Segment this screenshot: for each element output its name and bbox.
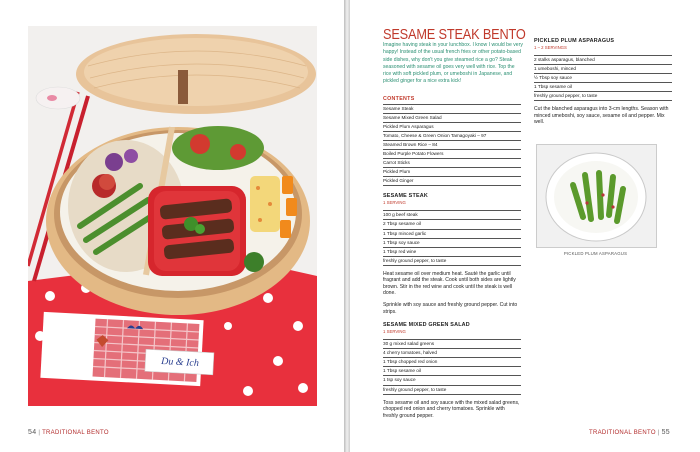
list-item: Boiled Purple Potato Flowers — [383, 150, 521, 159]
list-item: 4 cherry tomatoes, halved — [383, 349, 521, 358]
bento-photo — [28, 26, 317, 406]
right-page — [350, 0, 700, 452]
right-section-name: TRADITIONAL BENTO — [589, 430, 656, 436]
list-item: Sesame Steak — [383, 105, 521, 114]
recipe-method: Heat sesame oil over medium heat. Sauté the garlic until fragrant and add the steak. Cook until both sides are lightly brown. Stir in the red wine and cook until the steak is well done. — [383, 270, 516, 297]
ingredient-list — [383, 339, 521, 394]
asparagus-illustration — [537, 145, 656, 247]
right-folio: TRADITIONAL BENTO | 55 — [589, 429, 670, 436]
left-section-name: TRADITIONAL BENTO — [42, 430, 109, 436]
photo-caption: PICKLED PLUM ASPARAGUS — [563, 251, 628, 256]
recipe-title: SESAME MIXED GREEN SALAD — [383, 322, 470, 329]
list-item: 1 Tbsp red wine — [383, 248, 521, 257]
list-item: 1 Tbsp soy sauce — [383, 239, 521, 248]
right-page-number: 55 — [661, 429, 670, 436]
bento-illustration — [28, 26, 317, 406]
recipe-method: Toss sesame oil and soy sauce with the mixed salad greens, chopped red onion and cherry tomatoes. Sprinkle with freshly ground pepper. — [383, 399, 520, 419]
list-item: 2 Tbsp sesame oil — [383, 220, 521, 229]
list-item: 1 Tbsp sesame oil — [383, 367, 521, 376]
left-folio: 54 | TRADITIONAL BENTO — [28, 429, 109, 436]
recipe-title: PICKLED PLUM ASPARAGUS — [534, 38, 615, 44]
left-page-number: 54 — [28, 429, 37, 436]
recipe-servings: 1 – 2 SERVINGS — [534, 45, 567, 50]
list-item: Pickled Plum Asparagus — [383, 123, 521, 132]
list-item: freshly ground pepper, to taste — [534, 92, 672, 101]
recipe-method: Sprinkle with soy sauce and freshly ground pepper. Cut into strips. — [383, 302, 518, 315]
list-item: Pickled Ginger — [383, 177, 521, 186]
page-title: SESAME STEAK BENTO — [383, 26, 526, 43]
list-item: Pickled Plum — [383, 168, 521, 177]
recipe-title: SESAME STEAK — [383, 193, 428, 200]
ingredient-list — [383, 210, 521, 265]
list-item: 1 Tbsp chopped red onion — [383, 358, 521, 367]
list-item: freshly ground pepper, to taste — [383, 386, 521, 395]
asparagus-photo — [536, 144, 657, 248]
contents-heading: CONTENTS — [383, 96, 415, 102]
list-item: ½ Tbsp soy sauce — [534, 74, 672, 83]
list-item: 2 stalks asparagus, blanched — [534, 56, 672, 65]
recipe-servings: 1 SERVING — [383, 329, 406, 335]
list-item: 100 g beef steak — [383, 211, 521, 220]
list-item: freshly ground pepper, to taste — [383, 257, 521, 266]
left-column — [383, 96, 521, 419]
list-item: Sesame Mixed Green Salad — [383, 114, 521, 123]
recipe-servings: 1 SERVING — [383, 200, 406, 206]
right-column — [534, 38, 672, 126]
left-page — [0, 0, 344, 452]
intro-paragraph: Imagine having steak in your lunchbox. I know I would be very happy! Instead of the usual french fries or other potato-based side dishes, why don't you give steamed rice a go? Steak seasoned with sesame oil goes very well with rice. Top the rice with soft pickled plum, or umeboshi in Japanese, and pickled ginger for a nice extra kick! — [383, 42, 523, 85]
list-item: 1 Tbsp sesame oil — [534, 83, 672, 92]
list-item: Carrot Sticks — [383, 159, 521, 168]
ingredient-list — [534, 55, 672, 101]
list-item: 1 Tbsp minced garlic — [383, 230, 521, 239]
recipe-method: Cut the blanched asparagus into 3-cm lengths. Season with minced umeboshi, soy sauce, sesame oil and pepper. Mix well. — [534, 106, 669, 126]
list-item: 1 umeboshi, minced — [534, 65, 672, 74]
contents-list — [383, 104, 521, 186]
list-item: 30 g mixed salad greens — [383, 340, 521, 349]
list-item: Steamed Brown Rice – 84 — [383, 141, 521, 150]
card-label: Du & Ich — [160, 356, 200, 369]
list-item: 1 tsp soy sauce — [383, 376, 521, 385]
list-item: Tomato, Cheese & Green Onion Tamagoyaki – 97 — [383, 132, 521, 141]
